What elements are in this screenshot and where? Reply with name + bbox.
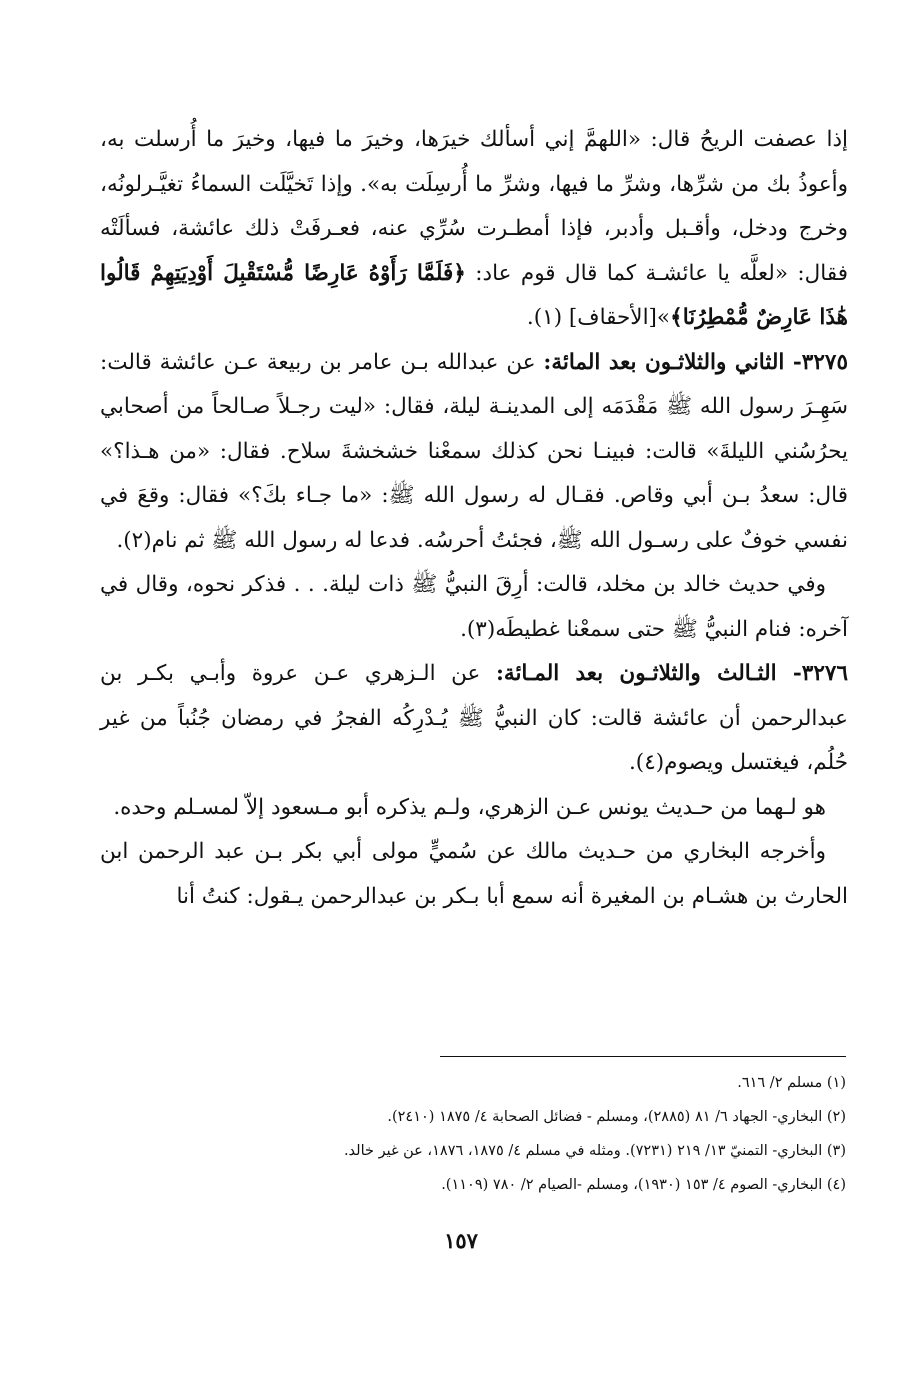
main-text [100,118,848,919]
quran-verse: ﴿فَلَمَّا رَأَوْهُ عَارِضًا مُّسْتَقْبِلَ أَوْدِيَتِهِمْ قَالُوا هَٰذَا عَارِضٌ مُّمْطِرُنَا﴾ [100,260,848,330]
paragraph-1-tail: »[الأحقاف] (١). [526,305,671,330]
page-number: ١٥٧ [444,1228,478,1253]
paragraph-3-text: وفي حديث خالد بن مخلد، قالت: أرِقَ النبيُّ ﷺ ذات ليلة. . . فذكر نحوه، وقال في آخره: فنام النبيُّ ﷺ حتى سمعْنا غطيطَه(٣). [100,572,848,642]
hadith-3276-text: عن الـزهري عـن عروة وأبـي بكـر بن عبدالرحمن أن عائشة قالت: كان النبيُّ ﷺ يُـدْرِكُه الفجرُ في رمضان جُنُباً من غير حُلُم، فيغتسل ويصوم(٤). [100,661,848,775]
footnote-4: (٤) البخاري- الصوم ٤/ ١٥٣ (١٩٣٠)، ومسلم -الصيام ٢/ ٧٨٠ (١١٠٩). [441,1177,846,1193]
hadith-3275-text: عن عبدالله بـن عامر بن ربيعة عـن عائشة قالت: سَهِـرَ رسول الله ﷺ مَقْدَمَه إلى المدينـة ليلة، فقال: «ليت رجـلاً صـالحاً من أصحابي يحرُسُني الليلةَ» قالت: فبينـا نحن كذلك سمعْنا خشخشةَ سلاح. فقال: «من هـذا؟» قال: سعدُ بـن أبي وقاص. فقـال له رسول الله ﷺ: «ما جـاء بكَ؟» فقال: وقعَ في نفسي خوفٌ على رسـول الله ﷺ، فجئتُ أحرسُه. فدعا له رسول الله ﷺ ثم نام(٢). [100,349,848,553]
footnote-3: (٣) البخاري- التمنيّ ١٣/ ٢١٩ (٧٢٣١). ومثله في مسلم ٤/ ١٨٧٥، ١٨٧٦، عن غير خالد. [343,1143,846,1159]
footnotes [100,1066,846,1202]
hadith-3275-heading: ٣٢٧٥- الثاني والثلاثـون بعد المائة: [543,349,848,375]
paragraph-6 [100,830,848,919]
paragraph-1 [100,118,848,341]
footnote-1: (١) مسلم ٢/ ٦١٦. [737,1075,846,1091]
footnote-2: (٢) البخاري- الجهاد ٦/ ٨١ (٢٨٨٥)، ومسلم - فضائل الصحابة ٤/ ١٨٧٥ (٢٤١٠). [387,1109,846,1125]
paragraph-1-text: إذا عصفت الريحُ قال: «اللهمَّ إني أسألك خيرَها، وخيرَ ما فيها، وخيرَ ما أُرسلت به، وأعوذُ بك من شرِّها، وشرِّ ما فيها، وشرِّ ما أُرسِلَت به». وإذا تَخيَّلَت السماءُ تغيَّـرلونُه، وخرج ودخل، وأقـبل وأدبر، فإذا أمطـرت سُرِّي عنه، فعـرفَتْ ذلك عائشة، فسألَتْه فقال: «لعلَّه يا عائشـة كما قال قوم عاد: [100,127,848,286]
footnote-divider [440,1056,846,1057]
hadith-3275 [100,341,848,564]
hadith-3276-heading: ٣٢٧٦- الثـالث والثلاثـون بعد المـائة: [495,661,848,686]
paragraph-3 [100,563,848,652]
paragraph-5 [100,786,848,831]
hadith-3276 [100,652,848,786]
paragraph-5-text: هو لـهما من حـديث يونس عـن الزهري، ولـم يذكره أبو مـسعود إلاّ لمسـلم وحده. [113,794,826,820]
paragraph-6-text: وأخرجه البخاري من حـديث مالك عن سُميٍّ مولى أبي بكر بـن عبد الرحمن ابن الحارث بن هشـام بن المغيرة أنه سمع أبا بـكر بن عبدالرحمن يـقول: كنتُ أنا [100,839,848,909]
